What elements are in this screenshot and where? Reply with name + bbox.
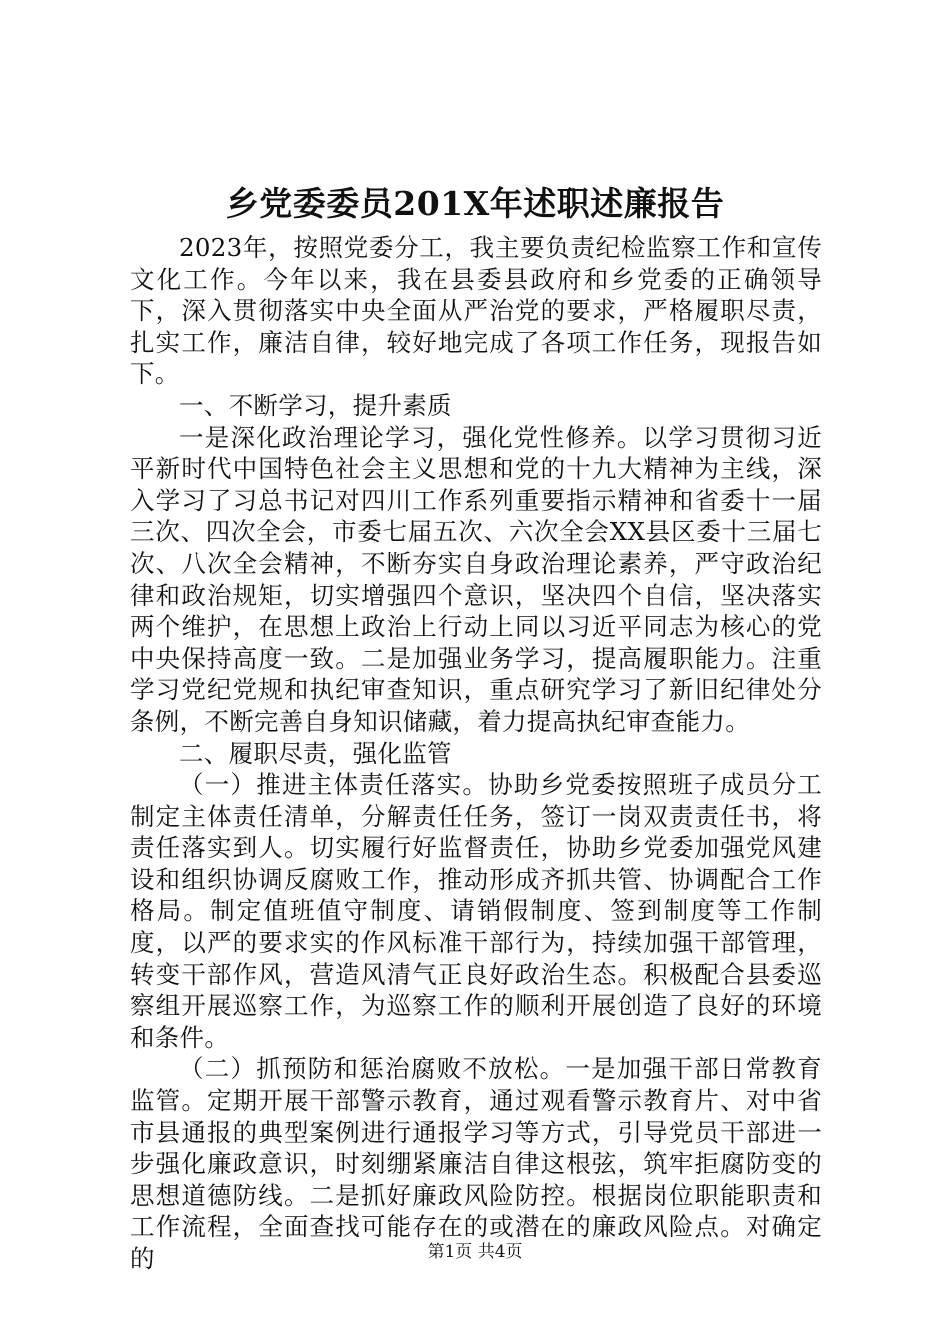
section-heading-2: 二、履职尽责，强化监管 [179,738,452,768]
section-2-paragraph-1: （一）推进主体责任落实。协助乡党委按照班子成员分工制定主体责任清单，分解责任任务，签订一岗双责责任书，将责任落实到人。切实履行好监督责任，协助乡党委加强党风建设和组织协调反腐败工作，推动形成齐抓共管、协调配合工作格局。制定值班值守制度、请销假制度、签到制度等工作制度，以严的要求实的作风标准干部行为，持续加强干部管理，转变干部作风，营造风清气正良好政治生态。积极配合县委巡察组开展巡察工作，为巡察工作的顺利开展创造了良好的环境和条件。 [130,770,822,1052]
intro-paragraph: 2023年，按照党委分工，我主要负责纪检监察工作和宣传文化工作。今年以来，我在县委县政府和乡党委的正确领导下，深入贯彻落实中央全面从严治党的要求，严格履职尽责，扎实工作，廉洁自律，较好地完成了各项工作任务，现报告如下。 [130,233,822,389]
document-body [130,232,822,1275]
section-heading-1: 一、不断学习，提升素质 [179,390,452,420]
page-number-footer: 第1页 共4页 [427,1242,523,1262]
document-title: 乡党委委员201X年述职述廉报告 [225,184,725,223]
section-2-paragraph-2: （二）抓预防和惩治腐败不放松。一是加强干部日常教育监管。定期开展干部警示教育，通过观看警示教育片、对中省市县通报的典型案例进行通报学习等方式，引导党员干部进一步强化廉政意识，时刻绷紧廉洁自律这根弦，筑牢拒腐防变的思想道德防线。二是抓好廉政风险防控。根据岗位职能职责和工作流程，全面查找可能存在的或潜在的廉政风险点。对确定的 [130,1054,822,1273]
section-1-paragraph: 一是深化政治理论学习，强化党性修养。以学习贯彻习近平新时代中国特色社会主义思想和党的十九大精神为主线，深入学习了习总书记对四川工作系列重要指示精神和省委十一届三次、四次全会，市委七届五次、六次全会XX县区委十三届七次、八次全会精神，不断夯实自身政治理论素养，严守政治纪律和政治规矩，切实增强四个意识，坚决四个自信，坚决落实两个维护，在思想上政治上行动上同以习近平同志为核心的党中央保持高度一致。二是加强业务学习，提高履职能力。注重学习党纪党规和执纪审查知识，重点研究学习了新旧纪律处分条例，不断完善自身知识储藏，着力提高执纪审查能力。 [130,422,822,736]
